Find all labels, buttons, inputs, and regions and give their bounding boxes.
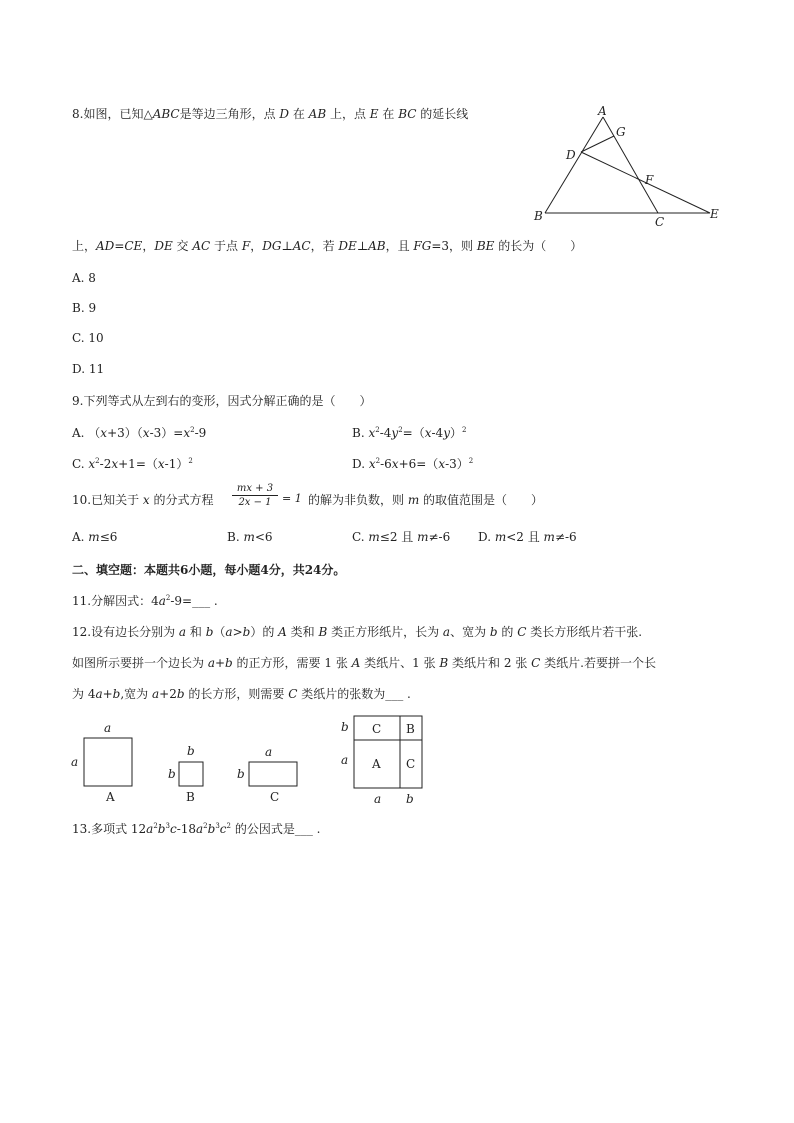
square-cell-b: B [406,722,415,736]
label-a: A [598,104,607,118]
tile-c-name: C [270,790,280,804]
tile-b-top-label: b [187,744,195,758]
q8-option-c: C. 10 [72,331,104,345]
square-bottom-b: b [406,792,414,806]
q10-stem-prefix: 10.已知关于 x 的分式方程 [72,493,214,507]
label-d: D [566,148,576,162]
q8-triangle-figure [525,100,725,232]
q8-stem-line1: 8.如图，已知△ABC是等边三角形，点 D 在 AB 上，点 E 在 BC 的延长线 [72,107,469,121]
label-f: F [645,173,654,187]
q10-option-d: D. m<2 且 m≠-6 [478,530,577,544]
q9-stem: 9.下列等式从左到右的变形，因式分解正确的是（ ） [72,394,372,408]
label-e: E [710,207,719,221]
q11-text: 11.分解因式：$4a^2-9=\_\_\_$ . [72,594,218,608]
q10-option-a: A. m≤6 [72,530,118,544]
square-bottom-a: a [374,792,382,806]
label-g: G [616,125,626,139]
q10-numerator: mx + 3 [232,482,278,496]
square-side-a: a [341,753,349,767]
q10-denominator: 2x − 1 [238,497,272,508]
label-b: B [534,209,543,223]
section2-title: 二、填空题：本题共6小题，每小题4分，共24分。 [72,563,346,577]
q8-stem-line2: 上，AD=CE，DE 交 AC 于点 F，DG⊥AC，若 DE⊥AB，且 FG=3，则 BE 的长为（ ） [72,239,583,253]
q10-stem-suffix: 的解为非负数，则 m 的取值范围是（ ） [308,493,544,507]
q10-option-b: B. m<6 [227,530,273,544]
square-cell-c-top: C [372,722,382,736]
square-side-b: b [341,720,349,734]
q12-line3: 为 4a+b,宽为 a+2b 的长方形，则需要 C 类纸片的张数为___ . [72,687,411,701]
tile-c-top-label: a [265,745,273,759]
q12-line2: 如图所示要拼一个边长为 a+b 的正方形，需要 1 张 A 类纸片、1 张 B 类纸片和 2 张 C 类纸片.若要拼一个长 [72,656,656,670]
q12-line1: 12.设有边长分别为 a 和 b（a>b）的 A 类和 B 类正方形纸片，长为 a、宽为 b 的 C 类长方形纸片若干张. [72,625,643,639]
q9-option-b: B. $x^2-4y^2=(x-4y)^2$ [352,426,467,440]
q8-option-a: A. 8 [72,271,96,285]
tile-a-name: A [106,790,115,804]
square-cell-c-right: C [406,757,416,771]
tile-a-side-label: a [71,755,79,769]
q10-option-c: C. m≤2 且 m≠-6 [352,530,451,544]
q9-option-c: C. $x^2-2x+1=(x-1)^2$ [72,457,193,471]
q10-fraction [232,482,278,509]
q8-option-d: D. 11 [72,362,105,376]
q12-tiles-figure [60,712,440,812]
label-c: C [655,215,665,229]
q8-option-b: B. 9 [72,301,97,315]
square-cell-a: A [372,757,381,771]
q9-option-a: A. $(x+3)(x-3)=x^2-9$ [72,426,207,440]
q13-text: 13.多项式 $12a^2b^3c-18a^2b^3c^2$ 的公因式是___ . [72,822,321,836]
q9-option-d: D. $x^2-6x+6=(x-3)^2$ [352,457,474,471]
tile-b-side-label: b [168,767,176,781]
tile-c-side-label: b [237,767,245,781]
tile-b-name: B [186,790,195,804]
q10-equals: = 1 [282,492,302,505]
tile-a-top-label: a [104,721,112,735]
